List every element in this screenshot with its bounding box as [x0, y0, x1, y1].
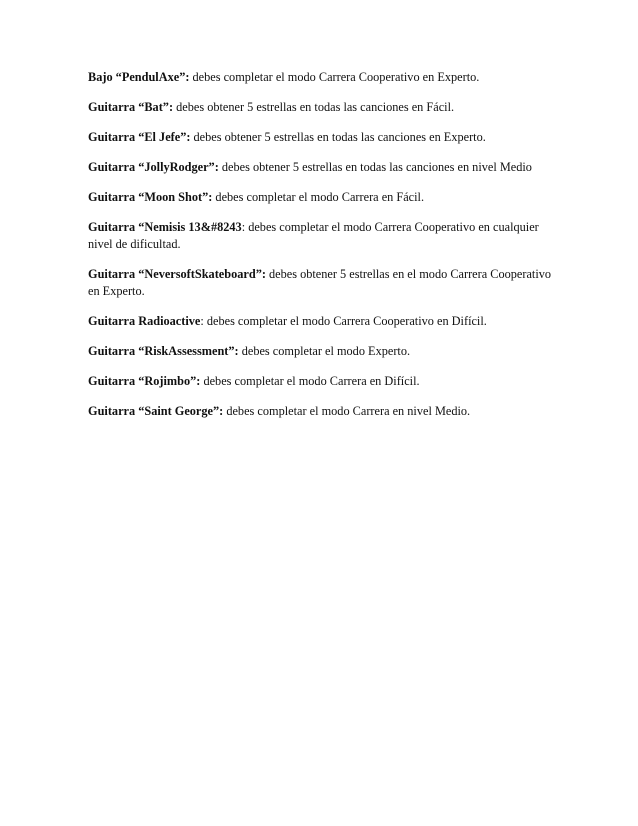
- entry-description: debes obtener 5 estrellas en el modo Carrera Cooperativo en Experto.: [88, 267, 552, 298]
- unlock-entry-guitarra-bat: [88, 99, 563, 116]
- unlock-entry-bajo-pendulaxe: [88, 69, 563, 86]
- document-body: [88, 69, 563, 433]
- unlock-entry-guitarra-jollyrodger: [88, 159, 563, 176]
- entry-description: debes obtener 5 estrellas en todas las canciones en Fácil.: [173, 100, 455, 114]
- entry-name: Guitarra “NeversoftSkateboard”:: [88, 267, 266, 281]
- unlock-entry-guitarra-moon-shot: [88, 189, 563, 206]
- entry-description: debes completar el modo Carrera Cooperativo en Experto.: [189, 70, 480, 84]
- entry-description: debes completar el modo Carrera en Fácil.: [212, 190, 425, 204]
- unlock-entry-guitarra-radioactive: [88, 313, 563, 330]
- unlock-entry-guitarra-rojimbo: [88, 373, 563, 390]
- entry-description: debes completar el modo Carrera en nivel Medio.: [223, 404, 471, 418]
- entry-description: : debes completar el modo Carrera Cooperativo en Difícil.: [200, 314, 487, 328]
- entry-description: debes obtener 5 estrellas en todas las canciones en nivel Medio: [218, 160, 532, 174]
- entry-name: Guitarra “Rojimbo”:: [88, 374, 201, 388]
- entry-name: Guitarra “Saint George”:: [88, 404, 224, 418]
- unlock-entry-guitarra-el-jefe: [88, 129, 563, 146]
- entry-name: Guitarra “Nemisis 13&#8243: [88, 220, 242, 234]
- entry-name: Guitarra “Moon Shot”:: [88, 190, 213, 204]
- entry-name: Guitarra “Bat”:: [88, 100, 174, 114]
- unlock-entry-guitarra-riskassessment: [88, 343, 563, 360]
- unlock-entry-guitarra-saint-george: [88, 403, 563, 420]
- entry-name: Guitarra “El Jefe”:: [88, 130, 191, 144]
- entry-description: debes completar el modo Carrera en Difícil.: [200, 374, 420, 388]
- unlock-entry-guitarra-neversoftskateboard: [88, 266, 563, 300]
- entry-description: debes obtener 5 estrellas en todas las canciones en Experto.: [190, 130, 486, 144]
- entry-description: : debes completar el modo Carrera Cooperativo en cualquier nivel de dificultad.: [88, 220, 539, 251]
- unlock-entry-guitarra-nemisis: [88, 219, 563, 253]
- entry-name: Guitarra “JollyRodger”:: [88, 160, 219, 174]
- entry-description: debes completar el modo Experto.: [238, 344, 411, 358]
- entry-name: Guitarra Radioactive: [88, 314, 201, 328]
- entry-name: Bajo “PendulAxe”:: [88, 70, 190, 84]
- entry-name: Guitarra “RiskAssessment”:: [88, 344, 239, 358]
